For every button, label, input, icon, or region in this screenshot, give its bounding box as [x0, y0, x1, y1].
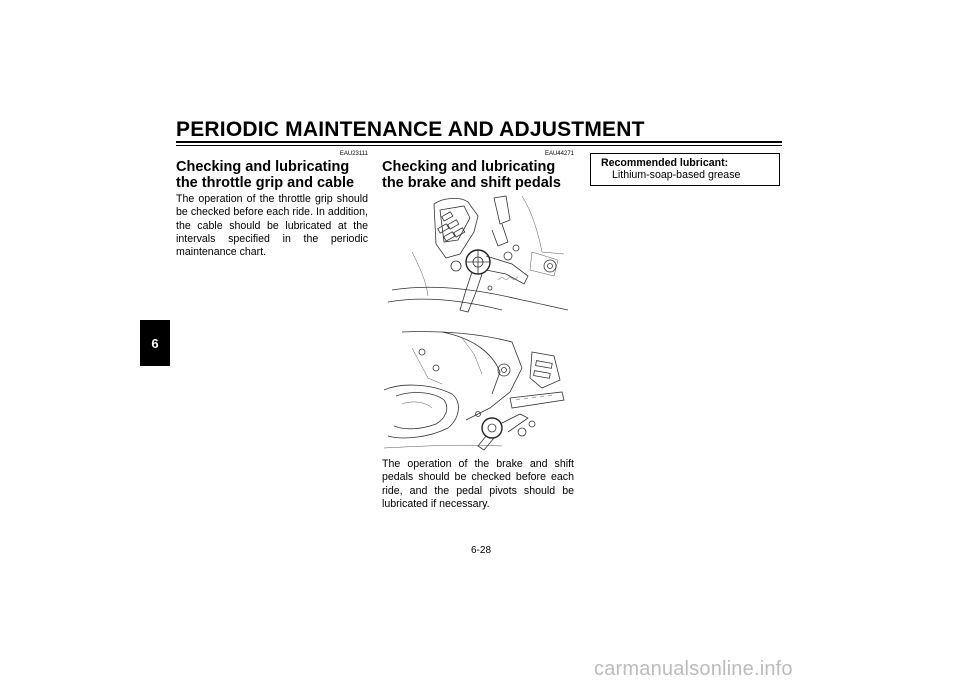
- section-heading: Checking and lubricating the brake and shift pedals: [382, 159, 561, 191]
- section-code: EAU44271: [544, 151, 574, 157]
- chapter-tab[interactable]: 6: [140, 320, 170, 366]
- page-number: 6-28: [470, 545, 491, 556]
- lubricant-value: Lithium-soap-based grease: [612, 169, 741, 181]
- title-rule: [176, 141, 782, 143]
- recommended-lubricant-box: [590, 153, 780, 186]
- section-pedals: [382, 150, 574, 193]
- section-body: The operation of the brake and shift pedals should be checked before each ride, and the pedal pivots should be lubricated if necessary.: [382, 458, 574, 510]
- section-heading: Checking and lubricating the throttle grip and cable: [176, 159, 355, 191]
- section-pedals-body-wrap: [382, 458, 574, 511]
- title-rule-thin: [176, 145, 782, 146]
- section-body: The operation of the throttle grip should be checked before each ride. In addition, the cable should be lubricated at the intervals specified in the periodic maintenance chart.: [176, 193, 368, 259]
- shift-pedal-lubrication-point-illustration-icon: [382, 328, 572, 452]
- watermark[interactable]: carmanualsonline.info: [594, 658, 793, 680]
- section-throttle: [176, 150, 368, 259]
- lubricant-label: Recommended lubricant:: [601, 157, 729, 169]
- brake-pedal-lubrication-point-illustration-icon: [382, 192, 572, 316]
- page-title: PERIODIC MAINTENANCE AND ADJUSTMENT: [176, 118, 645, 141]
- section-code: EAU23111: [339, 151, 368, 157]
